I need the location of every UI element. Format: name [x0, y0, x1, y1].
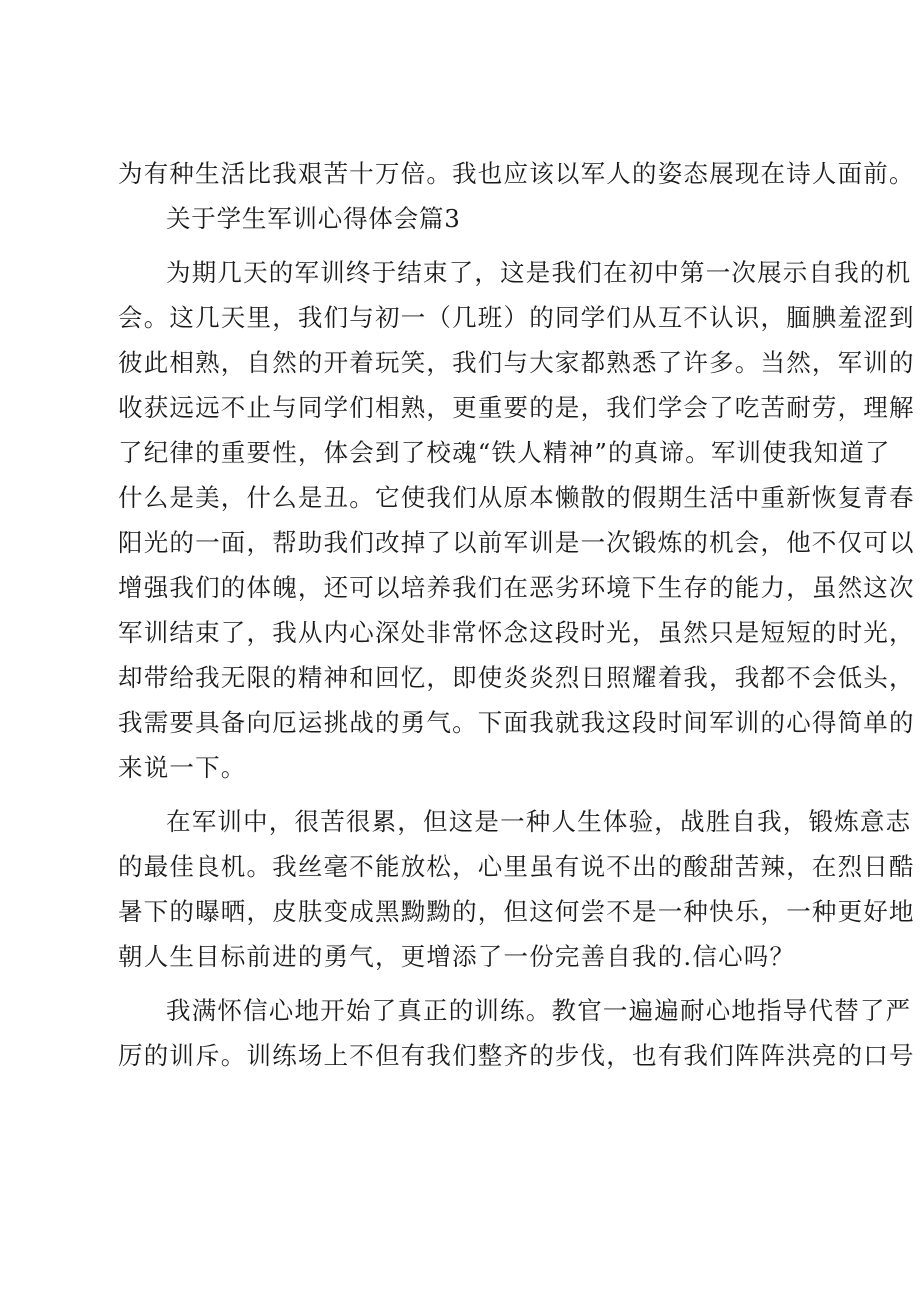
text-line-7: 了纪律的重要性，体会到了校魂“铁人精神”的真谛。军训使我知道了: [118, 438, 891, 467]
text-line-16: 的最佳良机。我丝毫不能放松，心里虽有说不出的酸甜苦辣，在烈日酷: [118, 852, 915, 881]
text-line-15: 在军训中，很苦很累，但这是一种人生体验，战胜自我，锻炼意志: [166, 807, 912, 836]
text-line-4: 会。这几天里，我们与初一（几班）的同学们从互不认识，腼腆羞涩到: [118, 303, 915, 332]
text-line-12: 却带给我无限的精神和回忆，即使炎炎烈日照耀着我，我都不会低头，: [118, 663, 915, 692]
text-line-13: 我需要具备向厄运挑战的勇气。下面我就我这段时间军训的心得简单的: [118, 708, 915, 737]
text-line-19: 我满怀信心地开始了真正的训练。教官一遍遍耐心地指导代替了严: [166, 996, 912, 1025]
section-heading: 关于学生军训心得体会篇3: [166, 204, 461, 233]
text-line-14: 来说一下。: [118, 753, 247, 782]
text-line-8: 什么是美，什么是丑。它使我们从原本懒散的假期生活中重新恢复青春: [118, 483, 915, 512]
text-line-10: 增强我们的体魄，还可以培养我们在恶劣环境下生存的能力，虽然这次: [118, 573, 915, 602]
text-line-11: 军训结束了，我从内心深处非常怀念这段时光，虽然只是短短的时光，: [118, 618, 915, 647]
text-line-9: 阳光的一面，帮助我们改掉了以前军训是一次锻炼的机会，他不仅可以: [118, 528, 915, 557]
text-line-5: 彼此相熟，自然的开着玩笑，我们与大家都熟悉了许多。当然，军训的: [118, 348, 915, 377]
text-line-20: 厉的训斥。训练场上不但有我们整齐的步伐，也有我们阵阵洪亮的口号: [118, 1041, 915, 1070]
text-line-6: 收获远远不止与同学们相熟，更重要的是，我们学会了吃苦耐劳，理解: [118, 393, 915, 422]
text-line-17: 暑下的曝晒，皮肤变成黑黝黝的，但这何尝不是一种快乐，一种更好地: [118, 897, 915, 926]
text-line-3: 为期几天的军训终于结束了，这是我们在初中第一次展示自我的机: [166, 258, 912, 287]
text-line-18: 朝人生目标前进的勇气，更增添了一份完善自我的.信心吗？: [118, 942, 796, 971]
text-line-1: 为有种生活比我艰苦十万倍。我也应该以军人的姿态展现在诗人面前。: [118, 159, 915, 188]
